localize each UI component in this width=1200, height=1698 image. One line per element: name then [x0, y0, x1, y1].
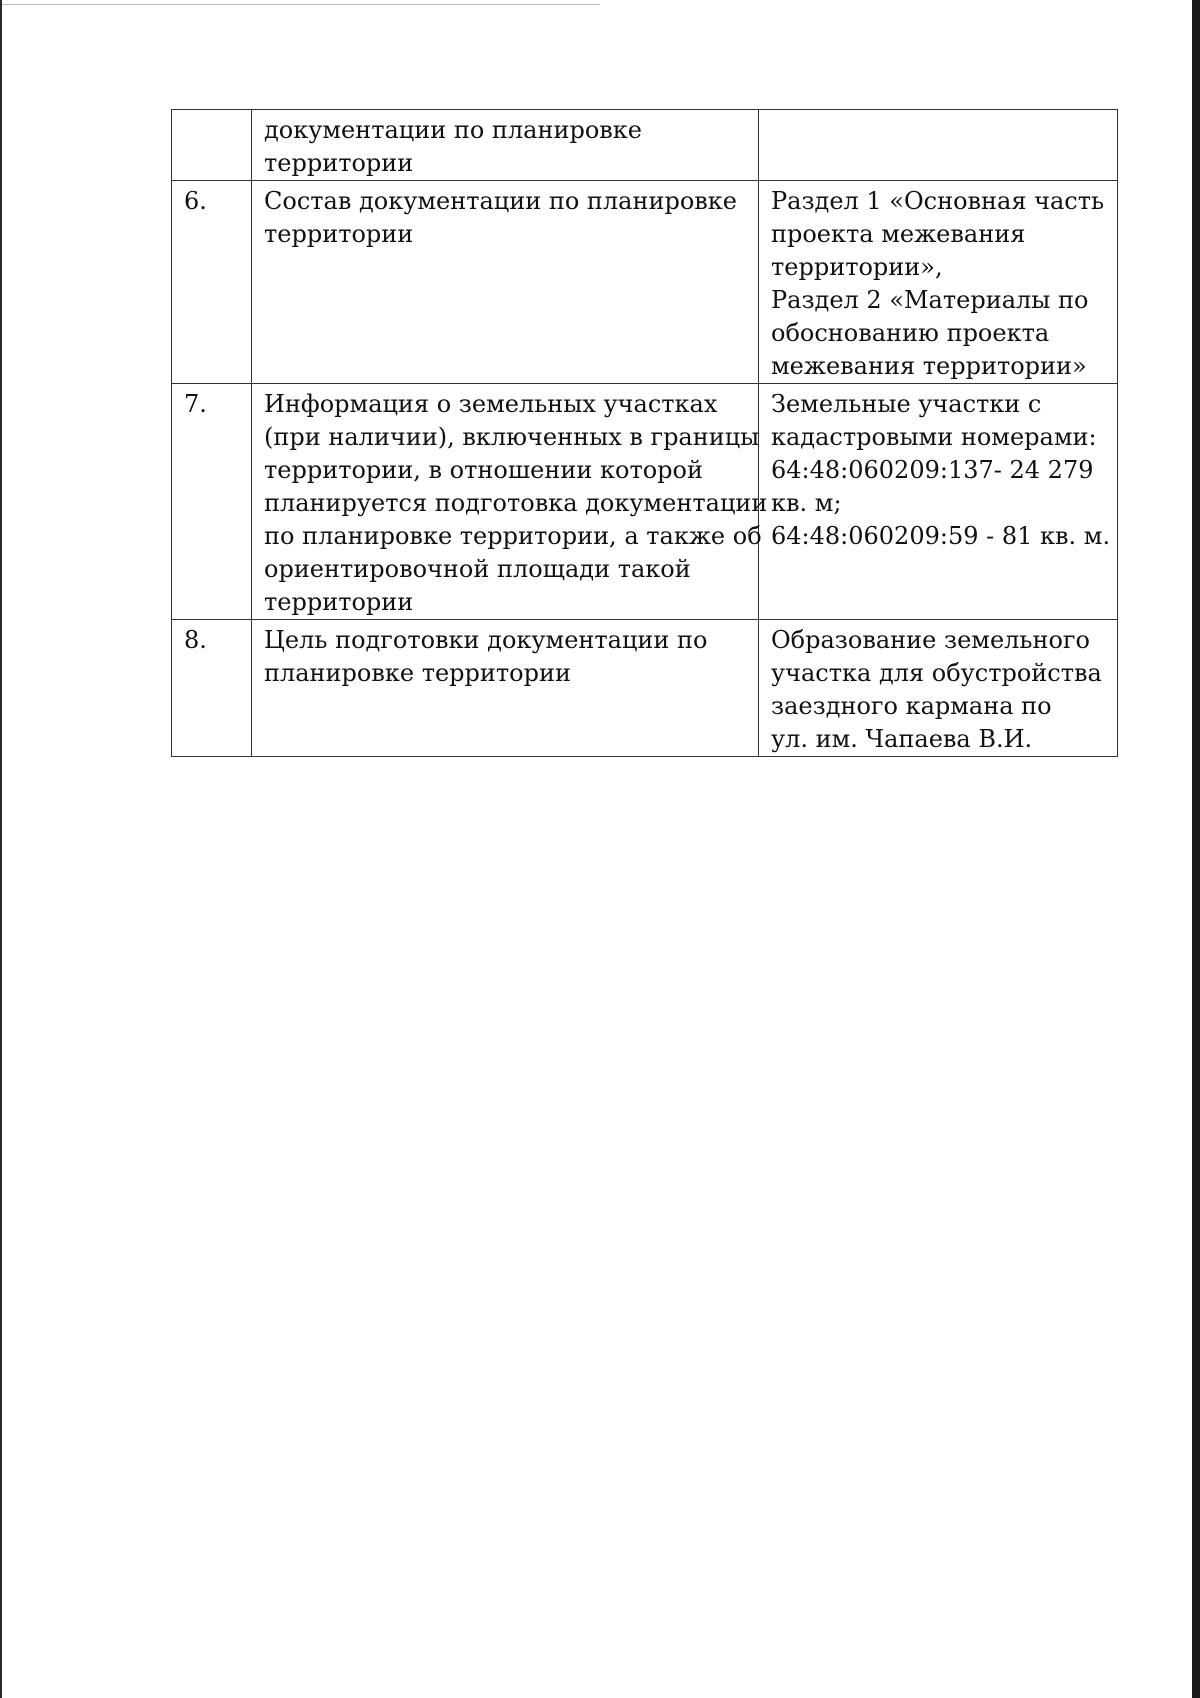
value-line: Раздел 2 «Материалы по: [771, 286, 1089, 314]
description-line: ориентировочной площади такой: [264, 555, 691, 583]
description-line: (при наличии), включенных в границы: [264, 423, 760, 451]
value-line: участка для обустройства: [771, 659, 1102, 687]
description-line: документации по планировке: [264, 116, 642, 144]
value-line: кадастровыми номерами:: [771, 423, 1097, 451]
row-description: [252, 620, 759, 757]
row-value: [759, 620, 1118, 757]
description-line: планировке территории: [264, 659, 571, 687]
description-line: территории: [264, 588, 414, 616]
value-line: заездного кармана по: [771, 692, 1052, 720]
scan-edge-left: [0, 0, 2, 1698]
value-line: межевания территории»: [771, 352, 1087, 380]
row-value: [759, 384, 1118, 620]
row-value: [759, 181, 1118, 384]
description-line: Цель подготовки документации по: [264, 626, 708, 654]
value-line: 64:48:060209:59 - 81 кв. м.: [771, 522, 1111, 550]
table-row: [172, 384, 1118, 620]
row-number: 7.: [172, 384, 252, 620]
table-row: [172, 181, 1118, 384]
value-line: кв. м;: [771, 489, 842, 517]
description-line: Состав документации по планировке: [264, 187, 737, 215]
value-line: проекта межевания: [771, 220, 1026, 248]
description-line: по планировке территории, а также об: [264, 522, 762, 550]
description-line: территории, в отношении которой: [264, 456, 703, 484]
value-line: обоснованию проекта: [771, 319, 1050, 347]
value-line: территории»,: [771, 253, 943, 281]
row-value: [759, 110, 1118, 181]
row-number: 6.: [172, 181, 252, 384]
description-line: Информация о земельных участках: [264, 390, 718, 418]
value-line: ул. им. Чапаева В.И.: [771, 725, 1033, 753]
value-line: Образование земельного: [771, 626, 1090, 654]
description-line: территории: [264, 149, 414, 177]
row-number: 8.: [172, 620, 252, 757]
row-number: [172, 110, 252, 181]
table-row: [172, 110, 1118, 181]
table-row: [172, 620, 1118, 757]
planning-documentation-table: [171, 109, 1118, 757]
description-line: планируется подготовка документации: [264, 489, 768, 517]
row-description: [252, 181, 759, 384]
row-description: [252, 110, 759, 181]
scan-edge-right: [1192, 0, 1200, 1698]
value-line: 64:48:060209:137- 24 279: [771, 456, 1094, 484]
description-line: территории: [264, 220, 414, 248]
value-line: Земельные участки с: [771, 390, 1042, 418]
scan-edge-top: [0, 4, 600, 5]
row-description: [252, 384, 768, 620]
value-line: Раздел 1 «Основная часть: [771, 187, 1105, 215]
